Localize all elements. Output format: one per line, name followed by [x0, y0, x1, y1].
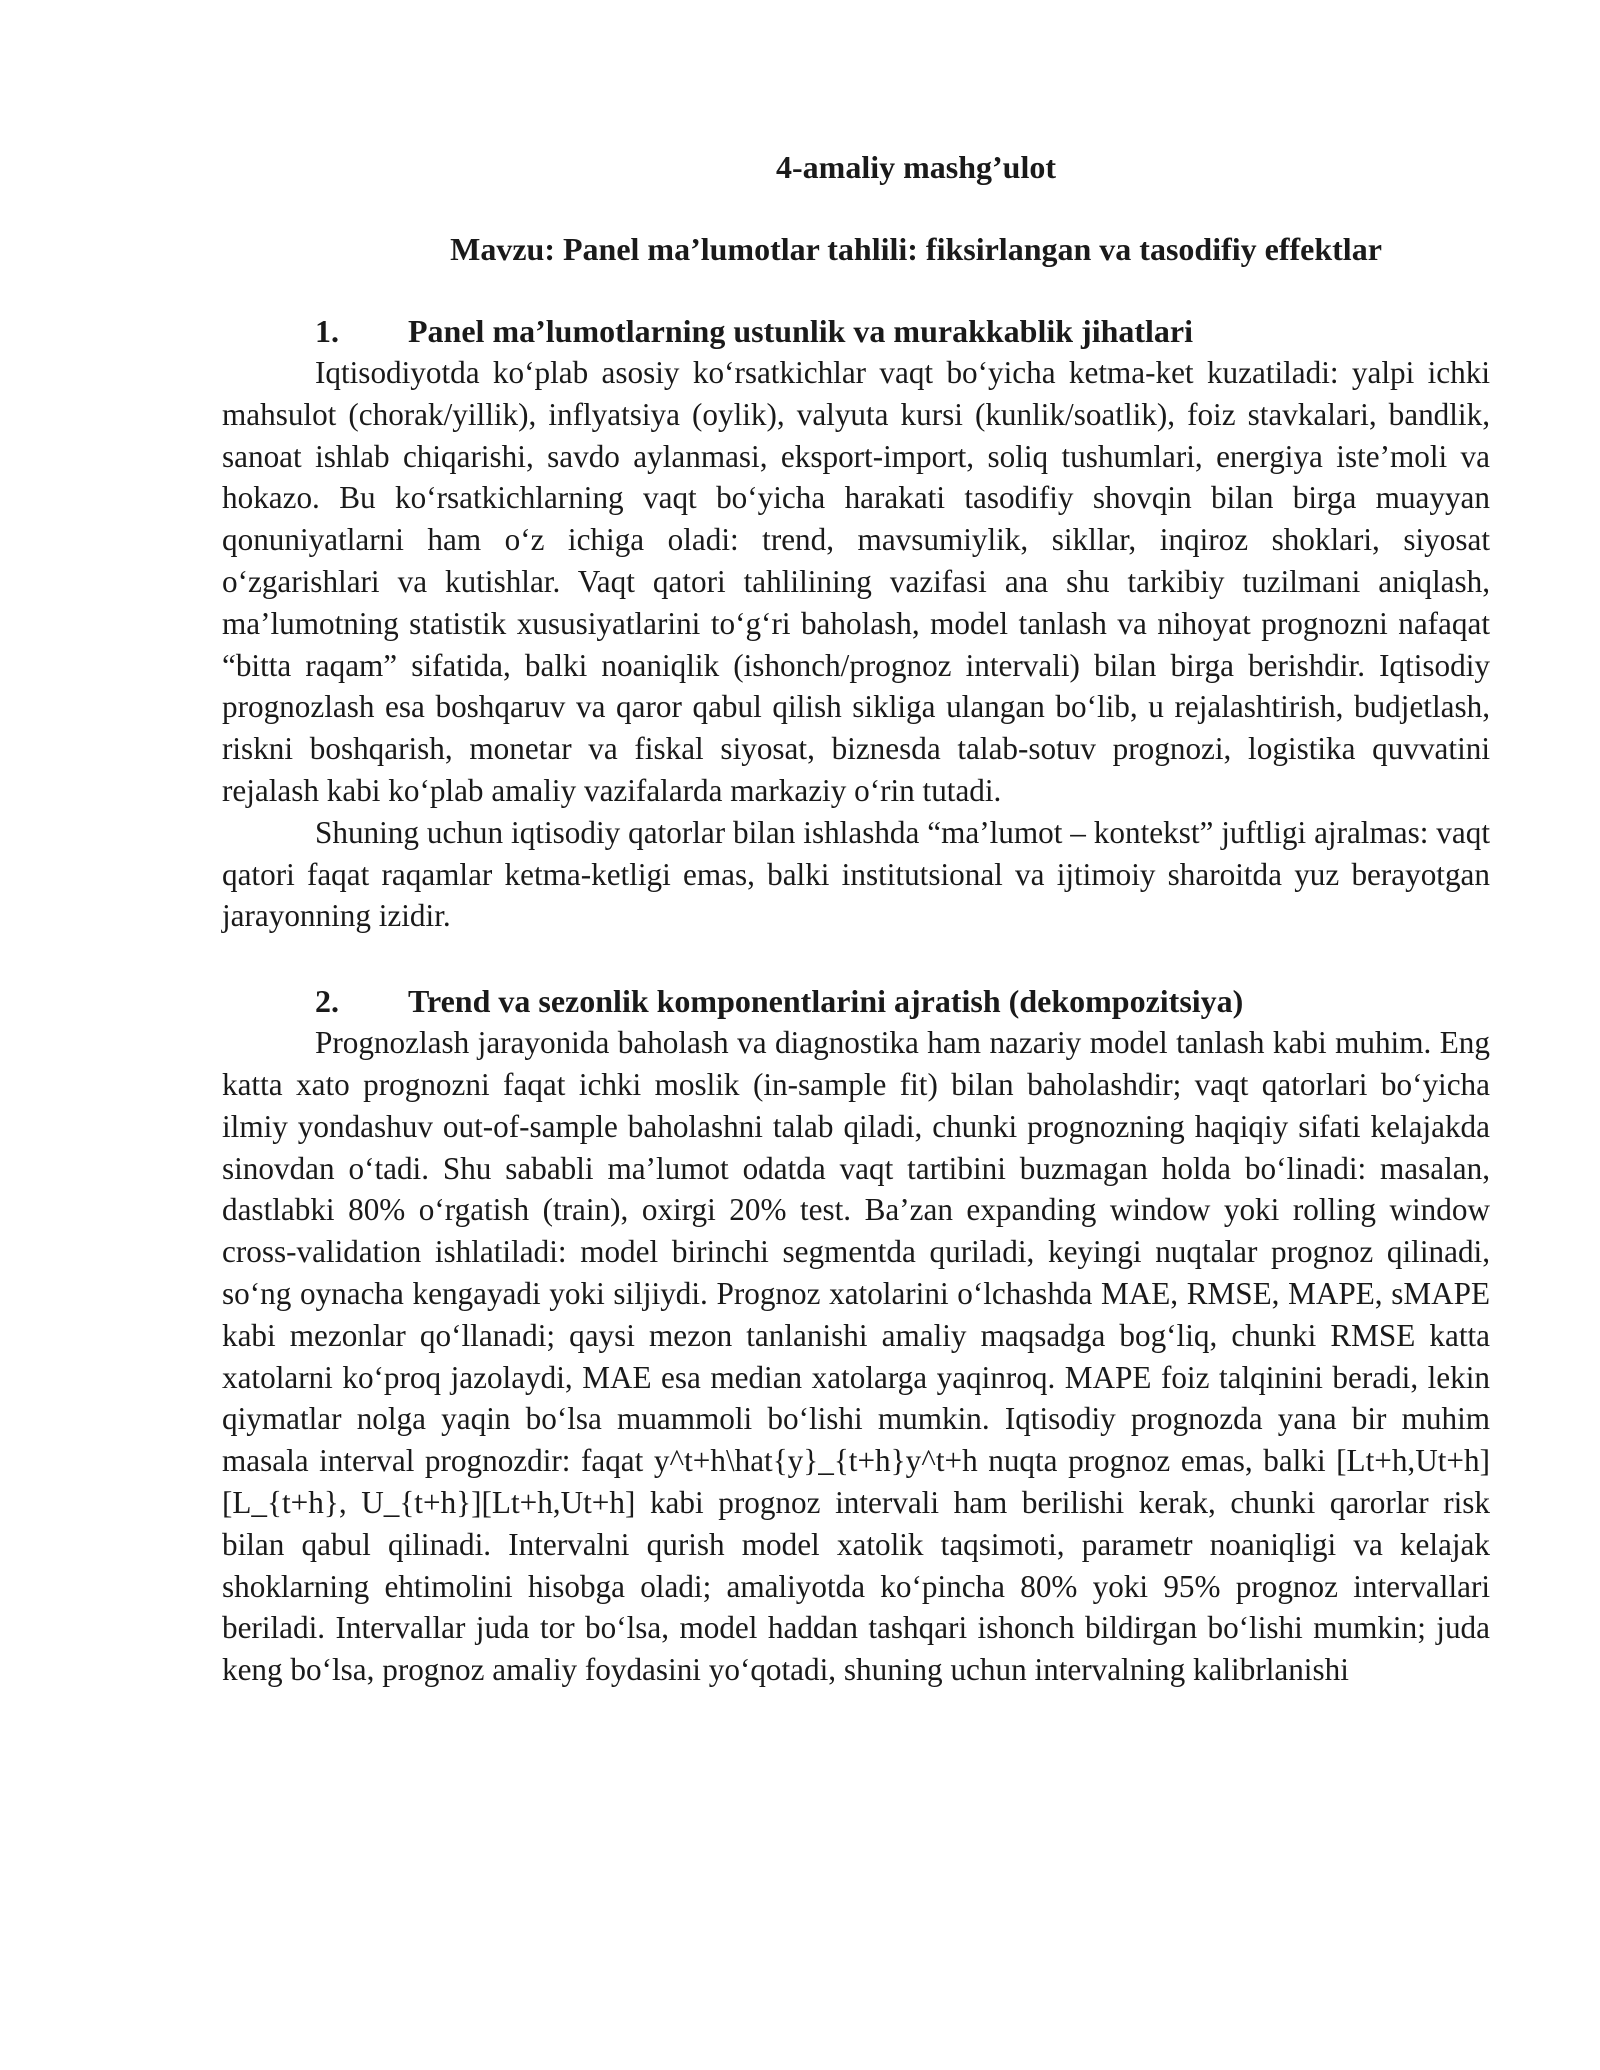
section-title: Trend va sezonlik komponentlarini ajratish (dekompozitsiya)	[408, 983, 1244, 1020]
paragraph: Iqtisodiyotda ko‘plab asosiy ko‘rsatkichlar vaqt bo‘yicha ketma-ket kuzatiladi: yalpi ichki mahsulot (chorak/yillik), inflyatsiya (oylik), valyuta kursi (kunlik/soatlik), foiz stavkalari, bandlik, sanoat ishlab chiqarishi, savdo aylanmasi, eksport-import, soliq tushumlari, energiya iste’moli va hokazo. Bu ko‘rsatkichlarning vaqt bo‘yicha harakati tasodifiy shovqin bilan birga muayyan qonuniyatlarni ham o‘z ichiga oladi: trend, mavsumiylik, sikllar, inqiroz shoklari, siyosat o‘zgarishlari va kutishlar. Vaqt qatori tahlilining vazifasi ana shu tarkibiy tuzilmani aniqlash, ma’lumotning statistik xususiyatlarini to‘g‘ri baholash, model tanlash va nihoyat prognozni nafaqat “bitta raqam” sifatida, balki noaniqlik (ishonch/prognoz intervali) bilan birga berishdir. Iqtisodiy prognozlash esa boshqaruv va qaror qabul qilish sikliga ulangan bo‘lib, u rejalashtirish, budjetlash, riskni boshqarish, monetar va fiskal siyosat, biznesda talab-sotuv prognozi, logistika quvvatini rejalash kabi ko‘plab amaliy vazifalarda markaziy o‘rin tutadi.	[222, 355, 1490, 808]
document-title: 4-amaliy mashg’ulot	[776, 149, 1056, 185]
paragraph: Shuning uchun iqtisodiy qatorlar bilan ishlashda “ma’lumot – kontekst” juftligi ajralmas: vaqt qatori faqat raqamlar ketma-ketligi emas, balki institutsional va ijtimoiy sharoitda yuz berayotgan jarayonning izidir.	[222, 814, 1490, 934]
paragraph: Prognozlash jarayonida baholash va diagnostika ham nazariy model tanlash kabi muhim. Eng katta xato prognozni faqat ichki moslik (in-sample fit) bilan baholashdir; vaqt qatorlari bo‘yicha ilmiy yondashuv out-of-sample baholashni talab qiladi, chunki prognozning haqiqiy sifati kelajakda sinovdan o‘tadi. Shu sababli ma’lumot odatda vaqt tartibini buzmagan holda bo‘linadi: masalan, dastlabki 80% o‘rgatish (train), oxirgi 20% test. Ba’zan expanding window yoki rolling window cross-validation ishlatiladi: model birinchi segmentda quriladi, keyingi nuqtalar prognoz qilinadi, so‘ng oynacha kengayadi yoki siljiydi. Prognoz xatolarini o‘lchashda MAE, RMSE, MAPE, sMAPE kabi mezonlar qo‘llanadi; qaysi mezon tanlanishi amaliy maqsadga bog‘liq, chunki RMSE katta xatolarni ko‘proq jazolaydi, MAE esa median xatolarga yaqinroq. MAPE foiz talqinini beradi, lekin qiymatlar nolga yaqin bo‘lsa muammoli bo‘lishi mumkin. Iqtisodiy prognozda yana bir muhim masala interval prognozdir: faqat y^t+h\hat{y}_{t+h}y^t+h nuqta prognoz emas, balki [Lt+h,Ut+h][L_{t+h}, U_{t+h}][Lt+h,Ut+h] kabi prognoz intervali ham berilishi kerak, chunki qarorlar risk bilan qabul qilinadi. Intervalni qurish model xatolik taqsimoti, parametr noaniqligi va kelajak shoklarning ehtimolini hisobga oladi; amaliyotda ko‘pincha 80% yoki 95% prognoz intervallari beriladi. Intervallar juda tor bo‘lsa, model haddan tashqari ishonch bildirgan bo‘lishi mumkin; juda keng bo‘lsa, prognoz amaliy foydasini yo‘qotadi, shuning uchun intervalning kalibrlanishi	[222, 1025, 1490, 1688]
document-subtitle: Mavzu: Panel ma’lumotlar tahlili: fiksirlangan va tasodifiy effektlar	[450, 231, 1382, 267]
section-1	[222, 310, 1490, 937]
section-heading	[222, 310, 1490, 352]
section-heading	[222, 980, 1490, 1022]
document-page	[222, 146, 1490, 1691]
section-title: Panel ma’lumotlarning ustunlik va murakkablik jihatlari	[408, 313, 1194, 349]
section-number: 2.	[315, 983, 339, 1020]
section-2	[222, 980, 1490, 1691]
section-number: 1.	[315, 313, 339, 349]
